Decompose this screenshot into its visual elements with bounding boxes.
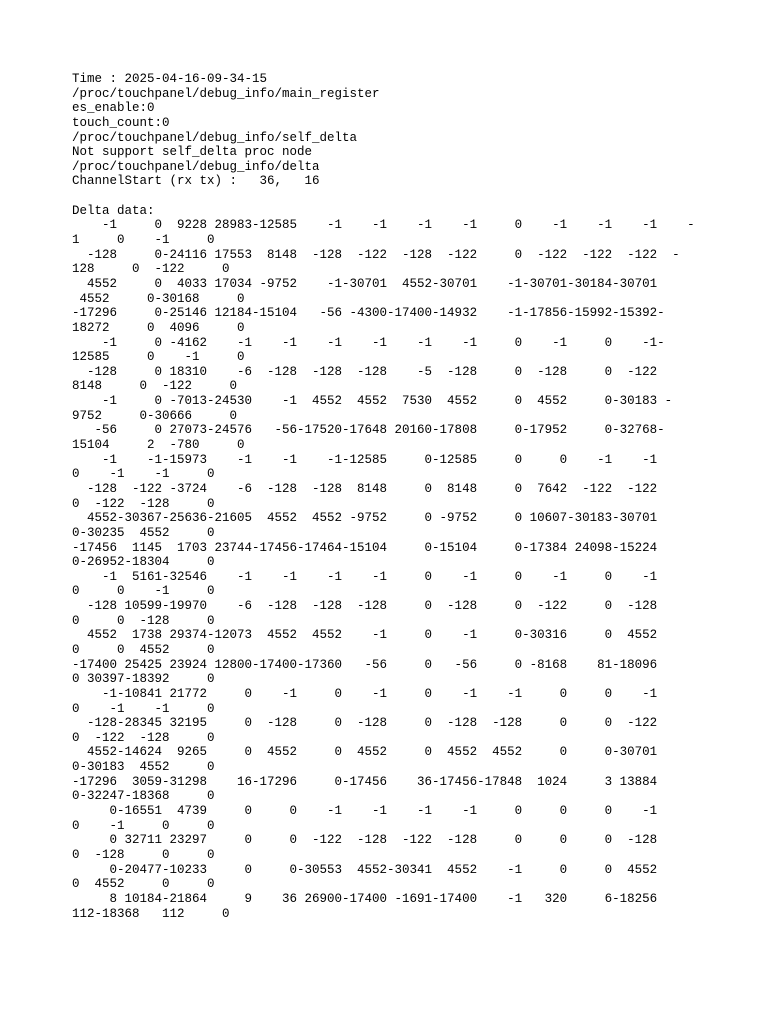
log-line: 4552-30367-25636-21605 4552 4552 -9752 0 -9752 0 10607-30183-30701 bbox=[72, 511, 658, 526]
log-line: -1 0 -4162 -1 -1 -1 -1 -1 -1 0 -1 0 -1- bbox=[72, 335, 665, 350]
log-line: -128 -122 -3724 -6 -128 -128 8148 0 8148 0 7642 -122 -122 bbox=[72, 481, 658, 496]
log-line: es_enable:0 bbox=[72, 101, 155, 116]
log-line: 112-18368 112 0 bbox=[72, 906, 230, 921]
log-line: /proc/touchpanel/debug_info/self_delta bbox=[72, 130, 358, 145]
log-line: 0 32711 23297 0 0 -122 -128 -122 -128 0 0 0 -128 bbox=[72, 833, 658, 848]
log-line: ChannelStart (rx tx) : 36, 16 bbox=[72, 174, 320, 189]
log-line: touch_count:0 bbox=[72, 115, 170, 130]
log-line: 0-20477-10233 0 0-30553 4552-30341 4552 -1 0 0 4552 bbox=[72, 862, 658, 877]
log-line: -128 0-24116 17553 8148 -128 -122 -128 -122 0 -122 -122 -122 - bbox=[72, 247, 680, 262]
log-line: 4552 1738 29374-12073 4552 4552 -1 0 -1 0-30316 0 4552 bbox=[72, 628, 658, 643]
log-line: -128-28345 32195 0 -128 0 -128 0 -128 -128 0 0 -122 bbox=[72, 716, 658, 731]
log-line: 8 10184-21864 9 36 26900-17400 -1691-17400 -1 320 6-18256 bbox=[72, 891, 658, 906]
log-line: 8148 0 -122 0 bbox=[72, 379, 238, 394]
log-line: 0 0 4552 0 bbox=[72, 642, 215, 657]
log-line: 1 0 -1 0 bbox=[72, 233, 215, 248]
log-line: -1 5161-32546 -1 -1 -1 -1 0 -1 0 -1 0 -1 bbox=[72, 569, 658, 584]
log-line: /proc/touchpanel/debug_info/main_register bbox=[72, 86, 380, 101]
log-line: 15104 2 -780 0 bbox=[72, 438, 245, 453]
log-line: 4552 0-30168 0 bbox=[72, 291, 245, 306]
log-line: 0 -1 0 0 bbox=[72, 818, 215, 833]
log-line: 0 -1 -1 0 bbox=[72, 467, 215, 482]
log-line: 0 0 -128 0 bbox=[72, 613, 215, 628]
log-line: 18272 0 4096 0 bbox=[72, 320, 245, 335]
log-line: 0 4552 0 0 bbox=[72, 877, 215, 892]
log-line: 0-30235 4552 0 bbox=[72, 525, 215, 540]
log-line: 9752 0-30666 0 bbox=[72, 408, 238, 423]
log-line: 0 -122 -128 0 bbox=[72, 496, 215, 511]
log-line: 0-32247-18368 0 bbox=[72, 789, 215, 804]
log-line: 0 30397-18392 0 bbox=[72, 672, 215, 687]
log-line: /proc/touchpanel/debug_info/delta bbox=[72, 159, 320, 174]
log-line: 4552 0 4033 17034 -9752 -1-30701 4552-30701 -1-30701-30184-30701 bbox=[72, 276, 658, 291]
log-line: 4552-14624 9265 0 4552 0 4552 0 4552 4552 0 0-30701 bbox=[72, 745, 658, 760]
log-line: -128 10599-19970 -6 -128 -128 -128 0 -128 0 -122 0 -128 bbox=[72, 599, 658, 614]
log-line: -1-10841 21772 0 -1 0 -1 0 -1 -1 0 0 -1 bbox=[72, 686, 658, 701]
log-line: Time : 2025-04-16-09-34-15 bbox=[72, 72, 268, 86]
log-line: Delta data: bbox=[72, 203, 155, 218]
log-line: 0-26952-18304 0 bbox=[72, 555, 215, 570]
log-line: 0-30183 4552 0 bbox=[72, 760, 215, 775]
debug-log-text bbox=[72, 72, 712, 921]
log-line: -1 0 -7013-24530 -1 4552 4552 7530 4552 0 4552 0-30183 - bbox=[72, 394, 673, 409]
log-line: -17400 25425 23924 12800-17400-17360 -56 0 -56 0 -8168 81-18096 bbox=[72, 657, 658, 672]
log-line: 0 -122 -128 0 bbox=[72, 730, 215, 745]
log-line: -17296 3059-31298 16-17296 0-17456 36-17456-17848 1024 3 13884 bbox=[72, 774, 658, 789]
log-line: -128 0 18310 -6 -128 -128 -128 -5 -128 0 -128 0 -122 bbox=[72, 364, 658, 379]
log-line: -56 0 27073-24576 -56-17520-17648 20160-17808 0-17952 0-32768- bbox=[72, 423, 665, 438]
log-line: 128 0 -122 0 bbox=[72, 262, 230, 277]
log-line: 0 -1 -1 0 bbox=[72, 701, 215, 716]
log-line: -1 0 9228 28983-12585 -1 -1 -1 -1 0 -1 -1 -1 - bbox=[72, 218, 695, 233]
log-line: -17456 1145 1703 23744-17456-17464-15104 0-15104 0-17384 24098-15224 bbox=[72, 540, 658, 555]
log-line: -17296 0-25146 12184-15104 -56 -4300-17400-14932 -1-17856-15992-15392- bbox=[72, 306, 665, 321]
log-line: 0-16551 4739 0 0 -1 -1 -1 -1 0 0 0 -1 bbox=[72, 804, 658, 819]
log-line bbox=[72, 189, 712, 204]
log-line: -1 -1-15973 -1 -1 -1-12585 0-12585 0 0 -1 -1 bbox=[72, 452, 658, 467]
log-line: 0 0 -1 0 bbox=[72, 584, 215, 599]
log-line: 0 -128 0 0 bbox=[72, 847, 215, 862]
log-line: 12585 0 -1 0 bbox=[72, 350, 245, 365]
log-line: Not support self_delta proc node bbox=[72, 145, 313, 160]
